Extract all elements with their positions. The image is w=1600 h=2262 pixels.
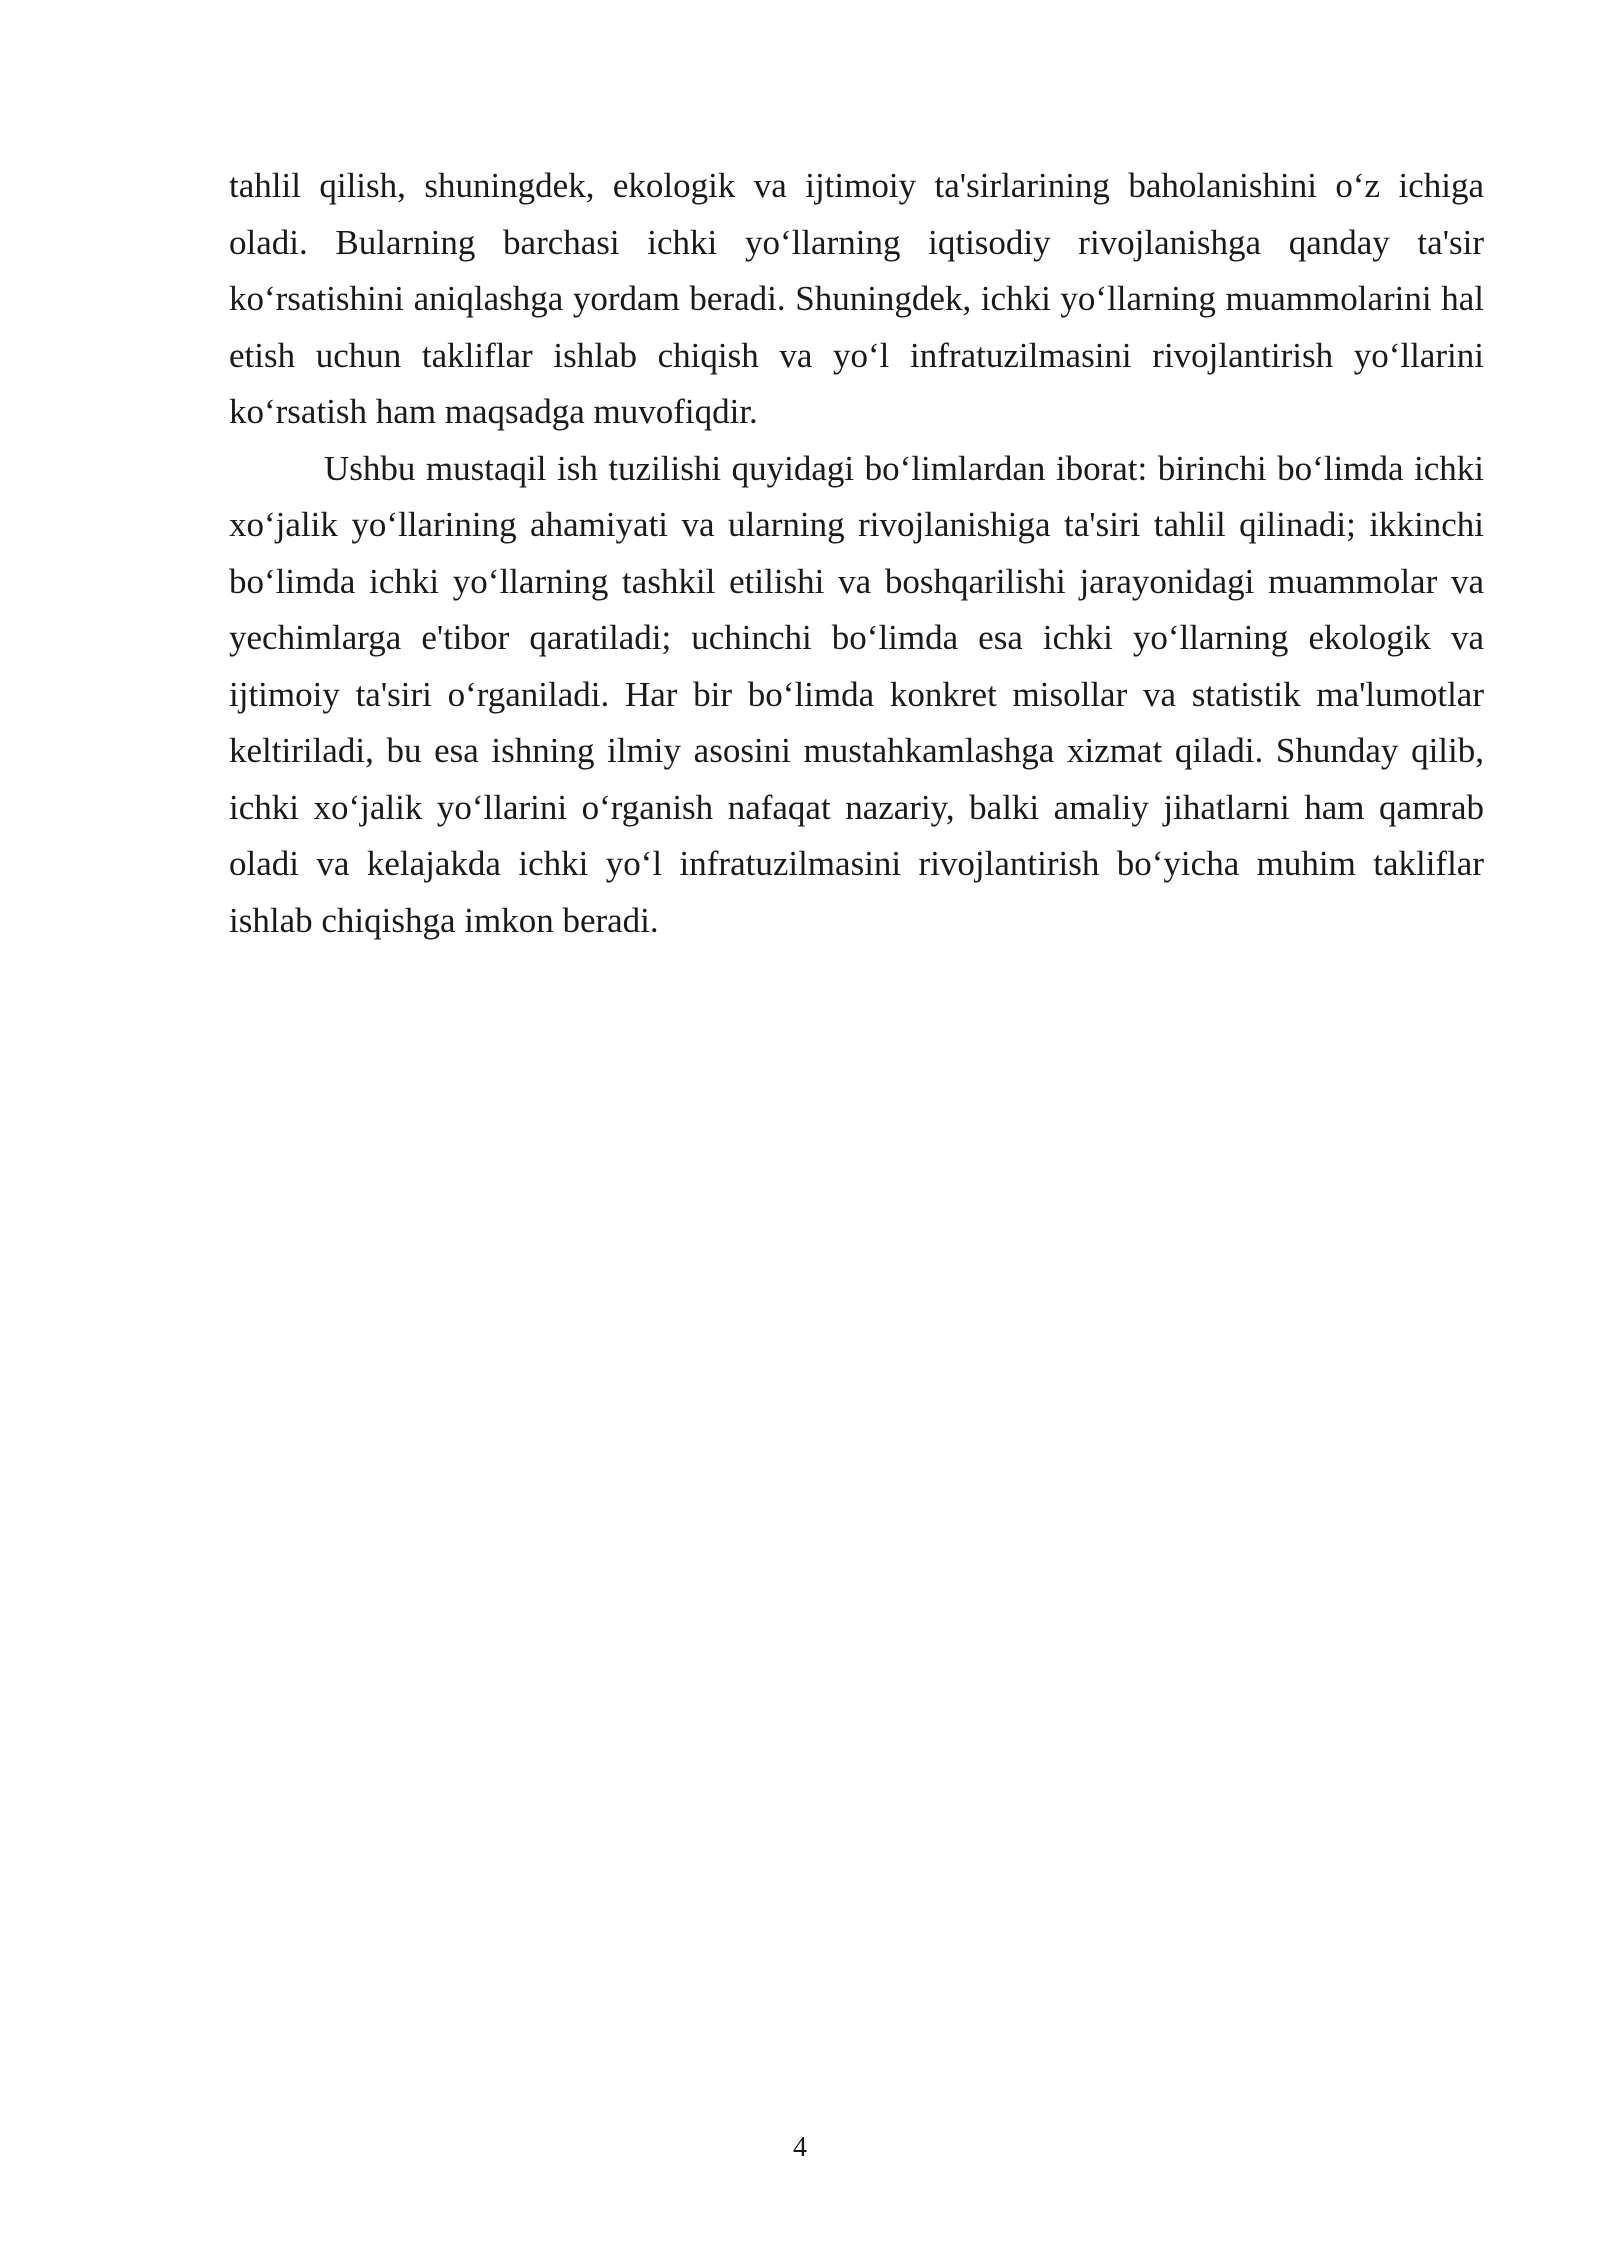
- body-text: [229, 158, 1484, 949]
- paragraph-continuation: tahlil qilish, shuningdek, ekologik va ijtimoiy ta'sirlarining baholanishini o‘z ichiga oladi. Bularning barchasi ichki yo‘llarning iqtisodiy rivojlanishga qanday ta'sir ko‘rsatishini aniqlashga yordam beradi. Shuningdek, ichki yo‘llarning muammolarini hal etish uchun takliflar ishlab chiqish va yo‘l infratuzilmasini rivojlantirish yo‘llarini ko‘rsatish ham maqsadga muvofiqdir.: [229, 166, 1484, 431]
- paragraph-structure: Ushbu mustaqil ish tuzilishi quyidagi bo‘limlardan iborat: birinchi bo‘limda ichki xo‘jalik yo‘llarining ahamiyati va ularning rivojlanishiga ta'siri tahlil qilinadi; ikkinchi bo‘limda ichki yo‘llarning tashkil etilishi va boshqarilishi jarayonidagi muammolar va yechimlarga e'tibor qaratiladi; uchinchi bo‘limda esa ichki yo‘llarning ekologik va ijtimoiy ta'siri o‘rganiladi. Har bir bo‘limda konkret misollar va statistik ma'lumotlar keltiriladi, bu esa ishning ilmiy asosini mustahkamlashga xizmat qiladi. Shunday qilib, ichki xo‘jalik yo‘llarini o‘rganish nafaqat nazariy, balki amaliy jihatlarni ham qamrab oladi va kelajakda ichki yo‘l infratuzilmasini rivojlantirish bo‘yicha muhim takliflar ishlab chiqishga imkon beradi.: [229, 448, 1484, 940]
- page-number: 4: [793, 2132, 807, 2163]
